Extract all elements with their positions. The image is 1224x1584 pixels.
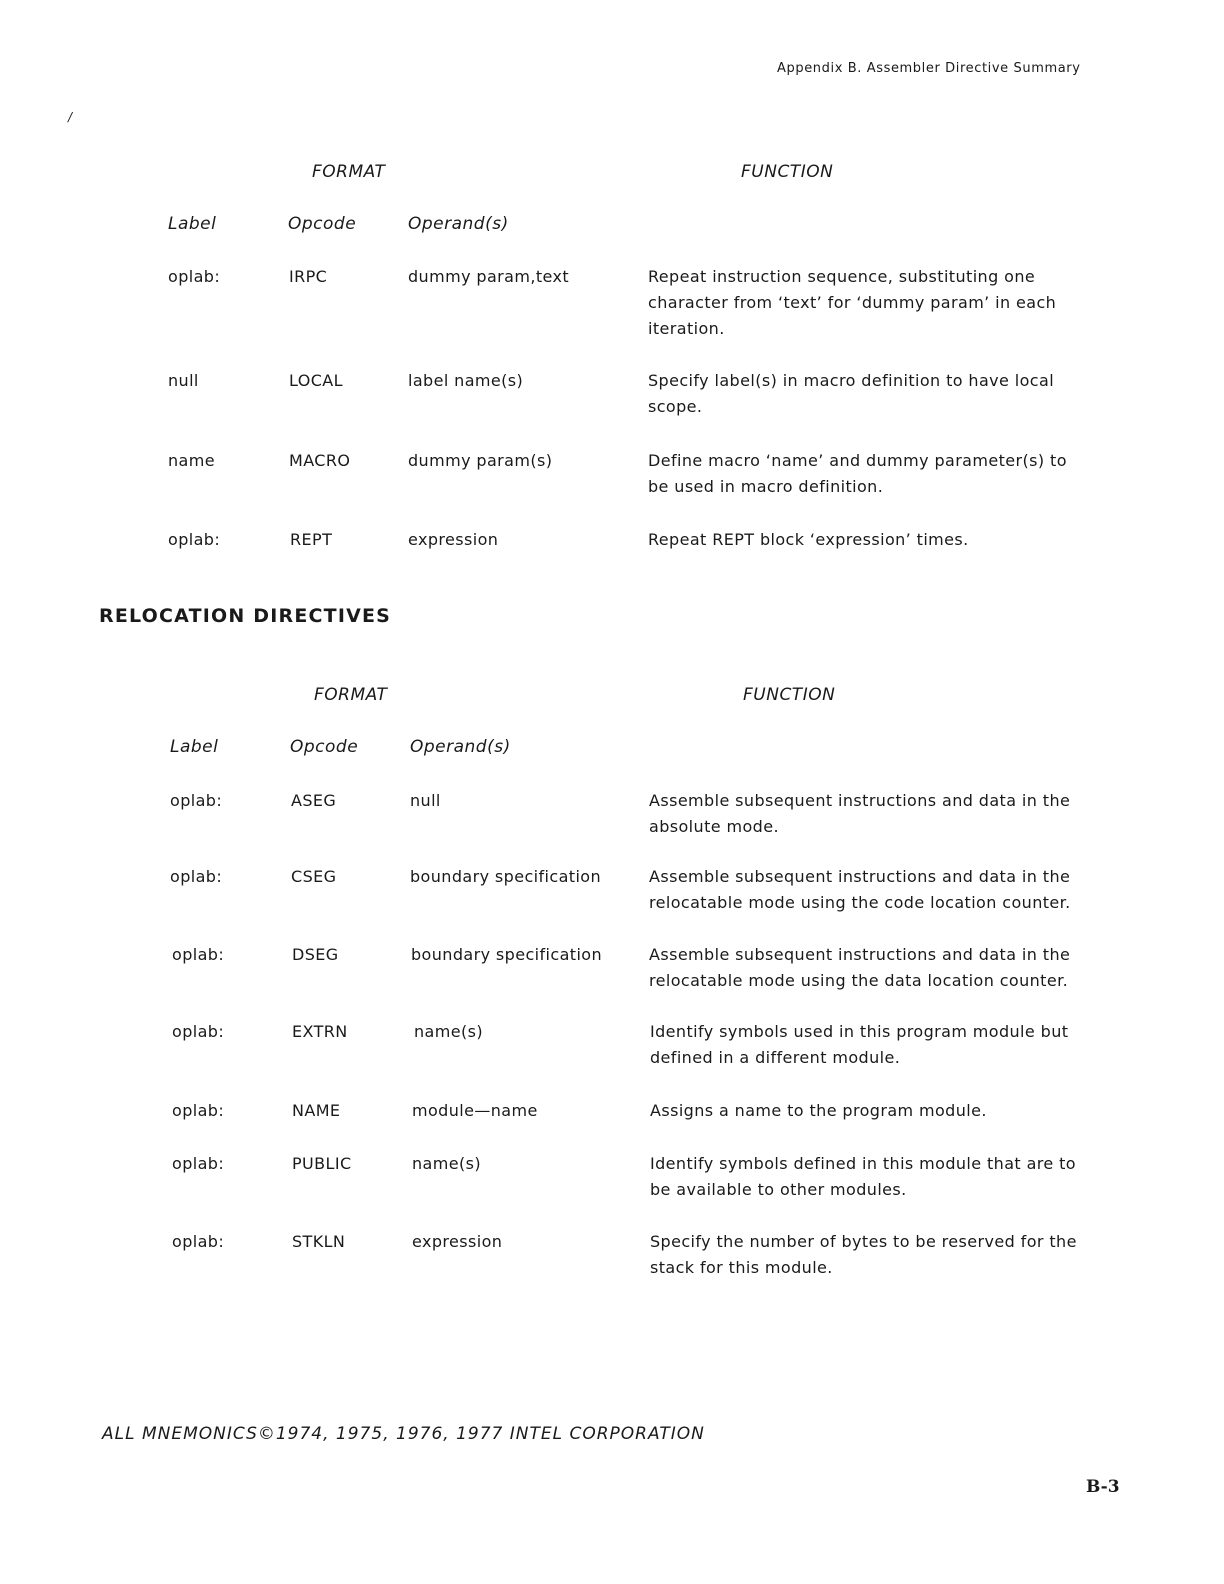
row-label: oplab: <box>172 1101 225 1120</box>
row-label: oplab: <box>168 530 221 549</box>
column-header-opcode: Opcode <box>290 737 359 757</box>
row-label: oplab: <box>172 1154 225 1173</box>
row-operand: boundary specification <box>411 945 603 964</box>
function-heading: FUNCTION <box>743 685 836 705</box>
row-function: Assemble subsequent instructions and data in the relocatable mode using the data location counter. <box>649 945 1071 990</box>
row-operand: name(s) <box>414 1022 483 1041</box>
row-function: Identify symbols defined in this module that are to be available to other modules. <box>650 1154 1076 1199</box>
margin-mark: / <box>68 110 73 124</box>
section-title: RELOCATION DIRECTIVES <box>99 605 392 627</box>
row-operand: expression <box>412 1232 503 1251</box>
row-label: oplab: <box>172 1022 225 1041</box>
column-header-opcode: Opcode <box>288 214 357 234</box>
column-header-operand: Operand(s) <box>410 737 511 757</box>
row-function: Specify label(s) in macro definition to have local scope. <box>648 371 1055 416</box>
row-label: oplab: <box>168 267 221 286</box>
row-opcode: LOCAL <box>289 371 343 390</box>
row-opcode: DSEG <box>292 945 339 964</box>
row-operand: boundary specification <box>410 867 602 886</box>
row-label: name <box>168 451 215 470</box>
row-opcode: NAME <box>292 1101 341 1120</box>
row-function: Repeat REPT block ‘expression’ times. <box>648 530 969 549</box>
row-operand: null <box>410 791 441 810</box>
row-function: Assemble subsequent instructions and data in the absolute mode. <box>649 791 1071 836</box>
row-function: Assemble subsequent instructions and data in the relocatable mode using the code location counter. <box>649 867 1071 912</box>
row-function: Define macro ‘name’ and dummy parameter(s) to be used in macro definition. <box>648 451 1067 496</box>
row-opcode: STKLN <box>292 1232 346 1251</box>
row-function: Assigns a name to the program module. <box>650 1101 987 1120</box>
format-heading: FORMAT <box>312 162 386 182</box>
row-opcode: PUBLIC <box>292 1154 352 1173</box>
column-header-label: Label <box>168 214 217 234</box>
row-operand: module—name <box>412 1101 538 1120</box>
row-function: Identify symbols used in this program module but defined in a different module. <box>650 1022 1069 1067</box>
row-operand: expression <box>408 530 499 549</box>
row-opcode: EXTRN <box>292 1022 348 1041</box>
row-function: Specify the number of bytes to be reserved for the stack for this module. <box>650 1232 1077 1277</box>
row-operand: dummy param,text <box>408 267 570 286</box>
row-label: oplab: <box>170 867 223 886</box>
row-label: null <box>168 371 199 390</box>
column-header-label: Label <box>170 737 219 757</box>
row-label: oplab: <box>170 791 223 810</box>
row-function: Repeat instruction sequence, substituting one character from ‘text’ for ‘dummy param’ in each iteration. <box>648 267 1057 338</box>
function-heading: FUNCTION <box>741 162 834 182</box>
page-number: B-3 <box>1086 1477 1120 1497</box>
row-label: oplab: <box>172 945 225 964</box>
row-opcode: MACRO <box>289 451 351 470</box>
row-operand: name(s) <box>412 1154 481 1173</box>
row-operand: label name(s) <box>408 371 524 390</box>
row-opcode: ASEG <box>291 791 337 810</box>
row-label: oplab: <box>172 1232 225 1251</box>
copyright-footer: ALL MNEMONICS©1974, 1975, 1976, 1977 INTEL CORPORATION <box>102 1424 705 1444</box>
row-opcode: IRPC <box>289 267 328 286</box>
column-header-operand: Operand(s) <box>408 214 509 234</box>
row-opcode: CSEG <box>291 867 337 886</box>
format-heading: FORMAT <box>314 685 388 705</box>
running-head: Appendix B. Assembler Directive Summary <box>777 61 1081 76</box>
row-operand: dummy param(s) <box>408 451 553 470</box>
row-opcode: REPT <box>290 530 333 549</box>
